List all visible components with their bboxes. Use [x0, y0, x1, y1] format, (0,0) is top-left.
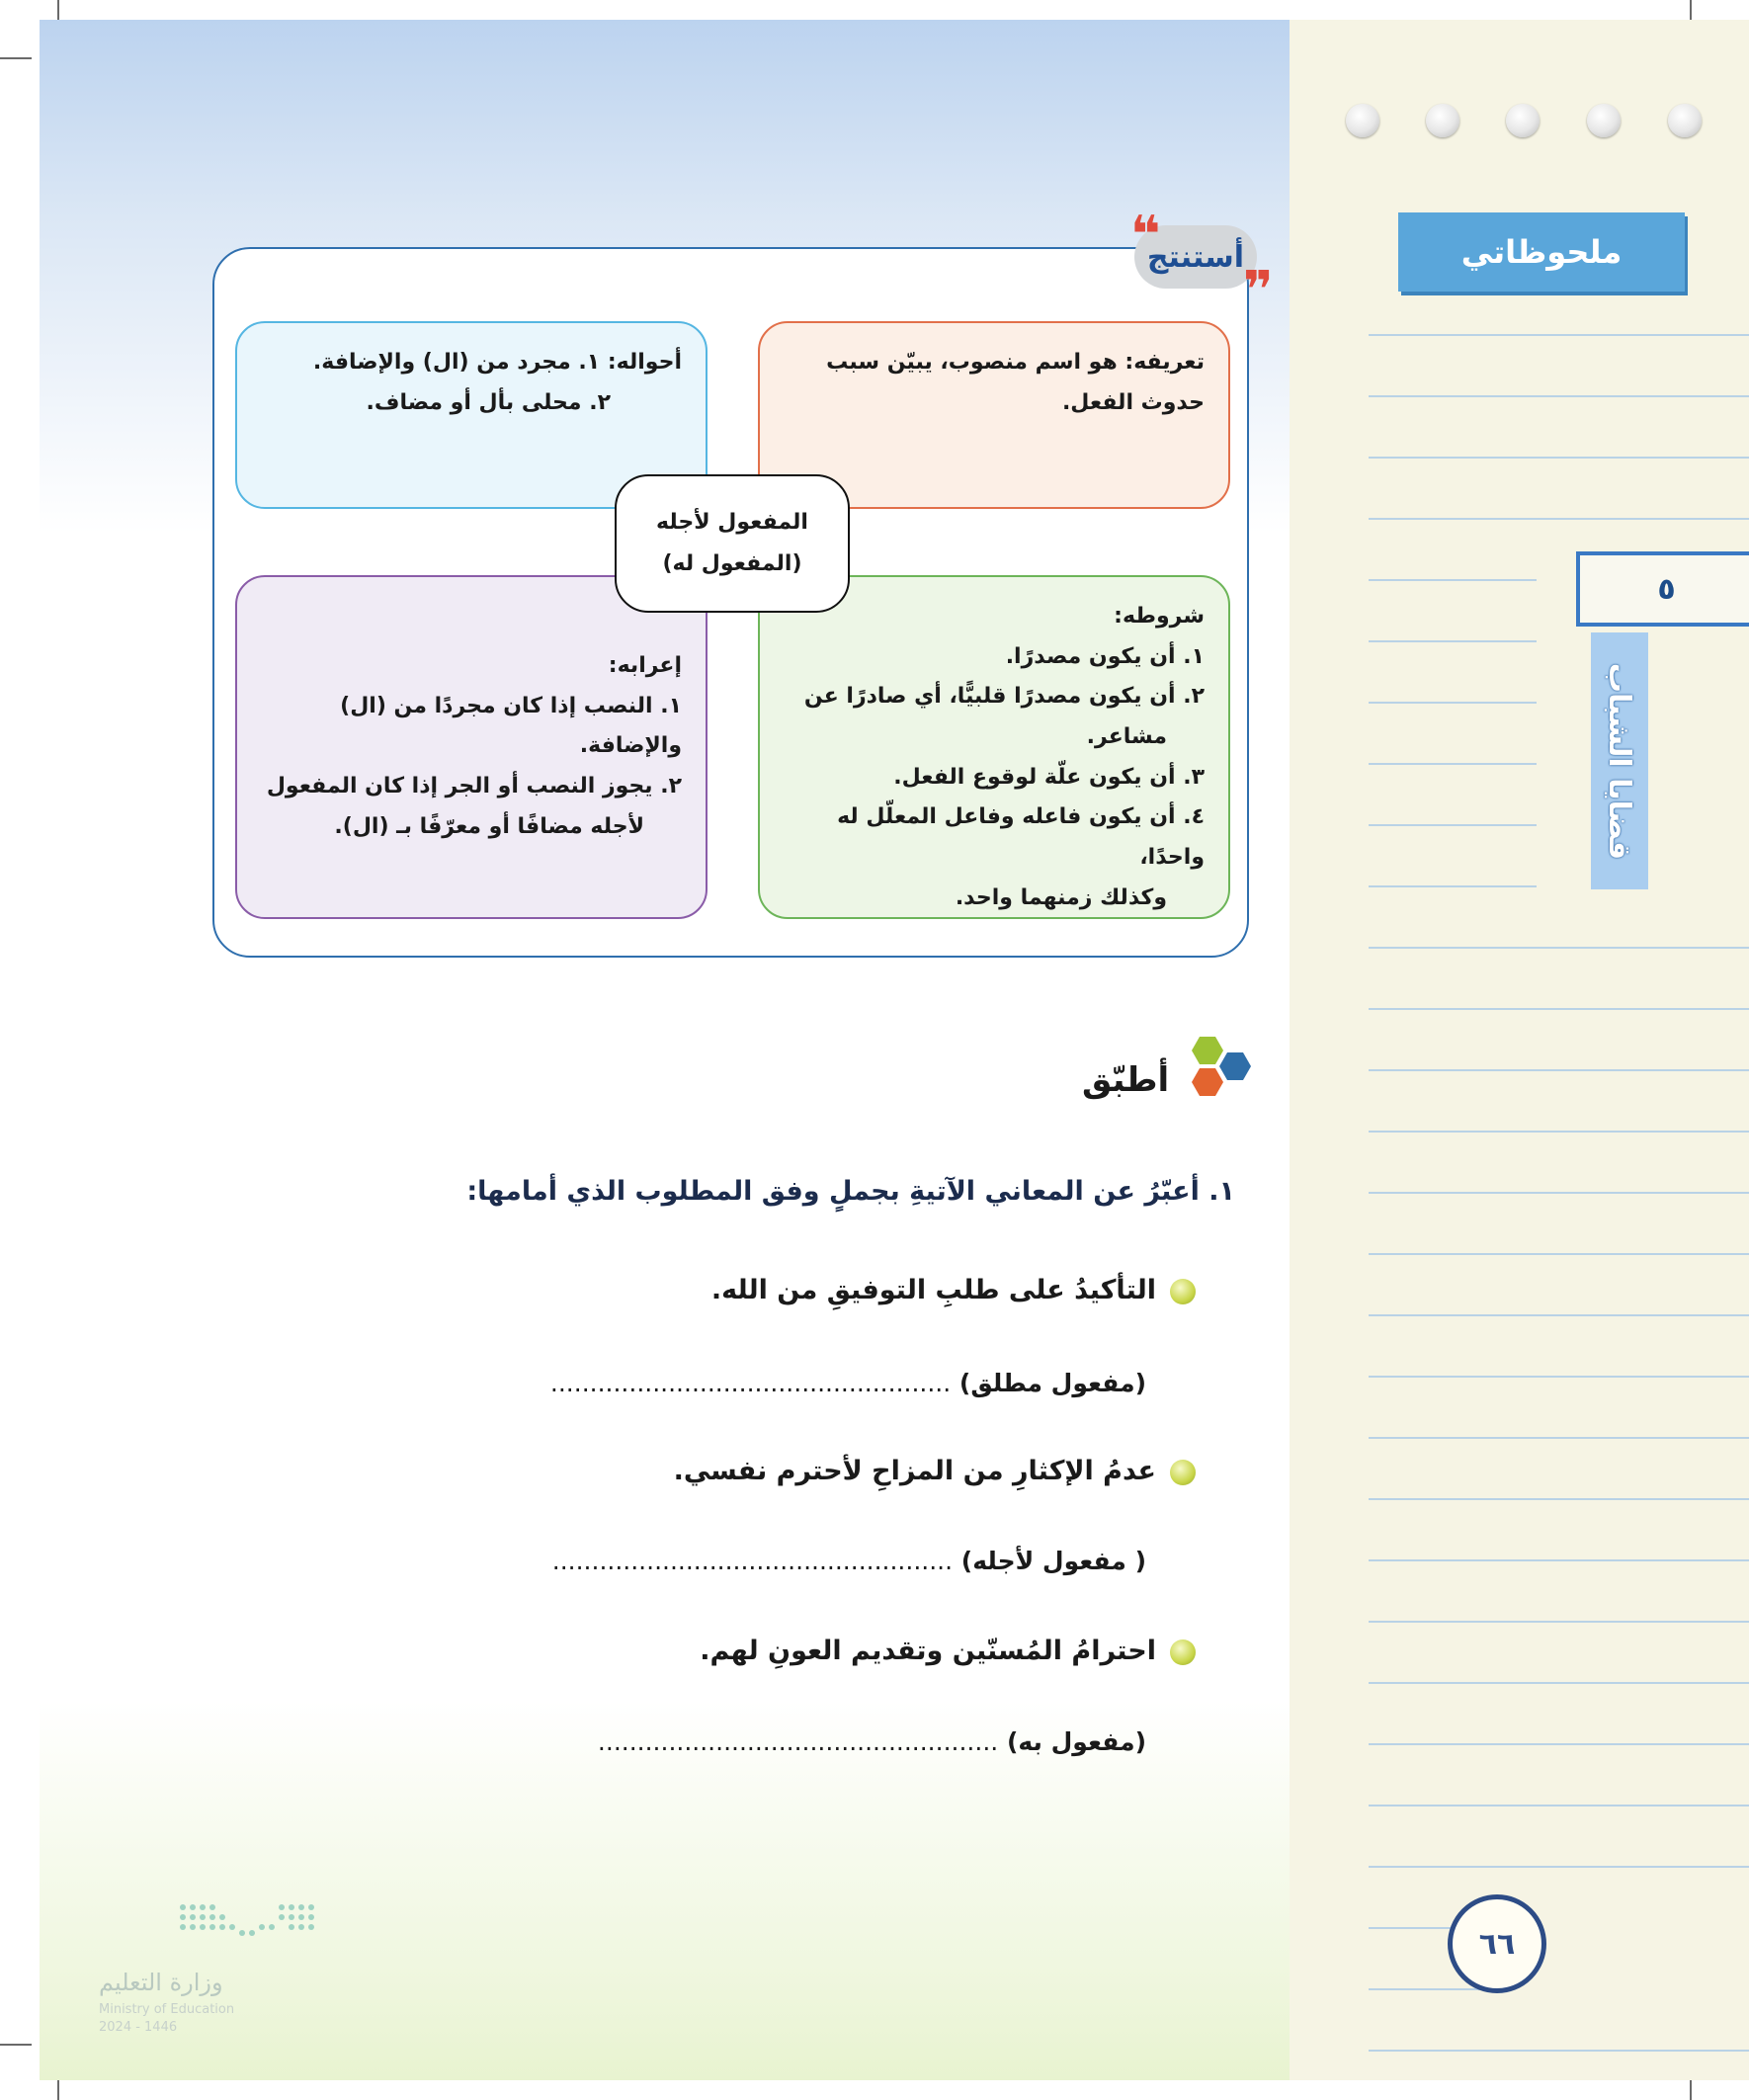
answer-blank[interactable]: ................................................... — [549, 1369, 952, 1397]
unit-title: قضايا الشباب — [1602, 662, 1637, 860]
ruled-line — [1369, 1131, 1749, 1133]
ruled-line — [1369, 1314, 1749, 1316]
topic-subtitle: (المفعول له) — [662, 551, 802, 576]
ruled-line — [1369, 1008, 1749, 1010]
exercise-item — [700, 1636, 1196, 1666]
apply-title: أطبّق — [1082, 1060, 1170, 1100]
ruled-line — [1369, 702, 1537, 704]
answer-blank[interactable]: ................................................... — [597, 1727, 999, 1756]
ruled-line — [1369, 518, 1749, 520]
states-item: ١. مجرد من (ال) والإضافة. — [312, 350, 601, 375]
required-form: ( مفعول لأجله) — [960, 1547, 1146, 1575]
ruled-line — [1369, 1743, 1749, 1745]
answer-line[interactable] — [552, 1547, 1146, 1575]
page-number: ٦٦ — [1448, 1894, 1546, 1993]
bullet-icon — [1170, 1460, 1196, 1485]
parsing-item: ١. النصب إذا كان مجردًا من (ال) والإضافة. — [340, 693, 682, 759]
conditions-box — [758, 575, 1230, 919]
ministry-logo — [89, 1897, 336, 2046]
bullet-icon — [1170, 1639, 1196, 1665]
ruled-line — [1369, 395, 1749, 397]
ruled-line — [1369, 1866, 1749, 1868]
ruled-line — [1369, 1682, 1749, 1684]
conditions-item-cont: وكذلك زمنهما واحد. — [955, 884, 1167, 910]
notes-title: ملحوظاتي — [1398, 212, 1685, 292]
ruled-line — [1369, 1498, 1749, 1500]
exercise-question: ١. أعبّرُ عن المعاني الآتيةِ بجملٍ وفق المطلوب الذي أمامها: — [466, 1176, 1235, 1207]
answer-line[interactable] — [550, 1369, 1146, 1397]
binder-hole — [1426, 104, 1459, 137]
crop-mark — [0, 57, 32, 59]
exercise-item — [711, 1275, 1196, 1305]
conditions-item: ١. أن يكون مصدرًا. — [1005, 643, 1205, 669]
bullet-icon — [1170, 1279, 1196, 1304]
ministry-emblem-icon — [173, 1897, 331, 1947]
ruled-line — [1369, 579, 1537, 581]
binder-hole — [1346, 104, 1379, 137]
answer-blank[interactable]: ................................................... — [551, 1547, 954, 1575]
parsing-label: إعرابه: — [608, 653, 682, 678]
exercise-prompt: احترامُ المُسنّين وتقديم العونِ لهم. — [700, 1636, 1156, 1666]
notes-panel — [1290, 20, 1749, 2080]
unit-title-strip — [1591, 632, 1648, 889]
conditions-item: ٣. أن يكون علّة لوقوع الفعل. — [893, 764, 1205, 790]
ministry-name-ar: وزارة التعليم — [99, 1969, 223, 1996]
ruled-line — [1369, 1069, 1749, 1071]
quote-open-icon: ❝ — [1130, 206, 1161, 265]
parsing-item: ٢. يجوز النصب أو الجر إذا كان المفعول — [266, 774, 682, 799]
unit-number-tab: ٥ — [1576, 551, 1749, 627]
ruled-line — [1369, 1621, 1749, 1623]
parsing-box — [235, 575, 708, 919]
ruled-line — [1369, 763, 1537, 765]
ruled-line — [1369, 1559, 1749, 1561]
definition-label: تعريفه: — [1124, 350, 1205, 375]
hexagon-cluster-icon — [1176, 1033, 1260, 1122]
binder-hole — [1587, 104, 1621, 137]
quote-close-icon: ❞ — [1243, 261, 1274, 320]
topic-center-box — [615, 474, 850, 613]
topic-title: المفعول لأجله — [656, 510, 808, 536]
required-form: (مفعول مطلق) — [958, 1369, 1146, 1397]
states-item: ٢. محلى بأل أو مضاف. — [366, 389, 611, 415]
ruled-line — [1369, 1805, 1749, 1806]
conditions-item-cont: مشاعر. — [1086, 724, 1167, 750]
conditions-item: ٢. أن يكون مصدرًا قلبيًّا، أي صادرًا عن — [803, 684, 1205, 710]
ruled-line — [1369, 640, 1537, 642]
states-label: أحواله: — [607, 350, 682, 375]
exercise-prompt: عدمُ الإكثارِ من المزاحِ لأحترم نفسي. — [673, 1456, 1156, 1486]
ruled-line — [1369, 885, 1537, 887]
definition-text: هو اسم منصوب، يبيّن سبب حدوث الفعل. — [826, 350, 1205, 415]
ruled-line — [1369, 824, 1537, 826]
conclude-badge-label: أستنتج — [1134, 225, 1257, 289]
exercise-item — [674, 1456, 1196, 1486]
ruled-line — [1369, 2050, 1749, 2052]
answer-line[interactable] — [598, 1727, 1146, 1756]
exercise-prompt: التأكيدُ على طلبِ التوفيقِ من الله. — [710, 1275, 1156, 1305]
ruled-line — [1369, 334, 1749, 336]
ruled-line — [1369, 1253, 1749, 1255]
conditions-item: ٤. أن يكون فاعله وفاعل المعلّل له واحدًا، — [837, 804, 1205, 871]
parsing-item-cont: لأجله مضافًا أو معرّفًا بـ (ال). — [334, 813, 644, 839]
binder-hole — [1506, 104, 1540, 137]
ministry-year: 2024 - 1446 — [99, 2020, 178, 2035]
conclude-badge — [1130, 206, 1274, 320]
conditions-label: شروطه: — [1114, 604, 1205, 629]
ruled-line — [1369, 947, 1749, 949]
ministry-name-en: Ministry of Education — [99, 2002, 235, 2017]
binder-hole — [1668, 104, 1702, 137]
required-form: (مفعول به) — [1006, 1727, 1146, 1756]
ruled-line — [1369, 1192, 1749, 1194]
ruled-line — [1369, 1437, 1749, 1439]
crop-mark — [0, 2044, 32, 2046]
ruled-line — [1369, 1376, 1749, 1378]
ruled-line — [1369, 457, 1749, 459]
